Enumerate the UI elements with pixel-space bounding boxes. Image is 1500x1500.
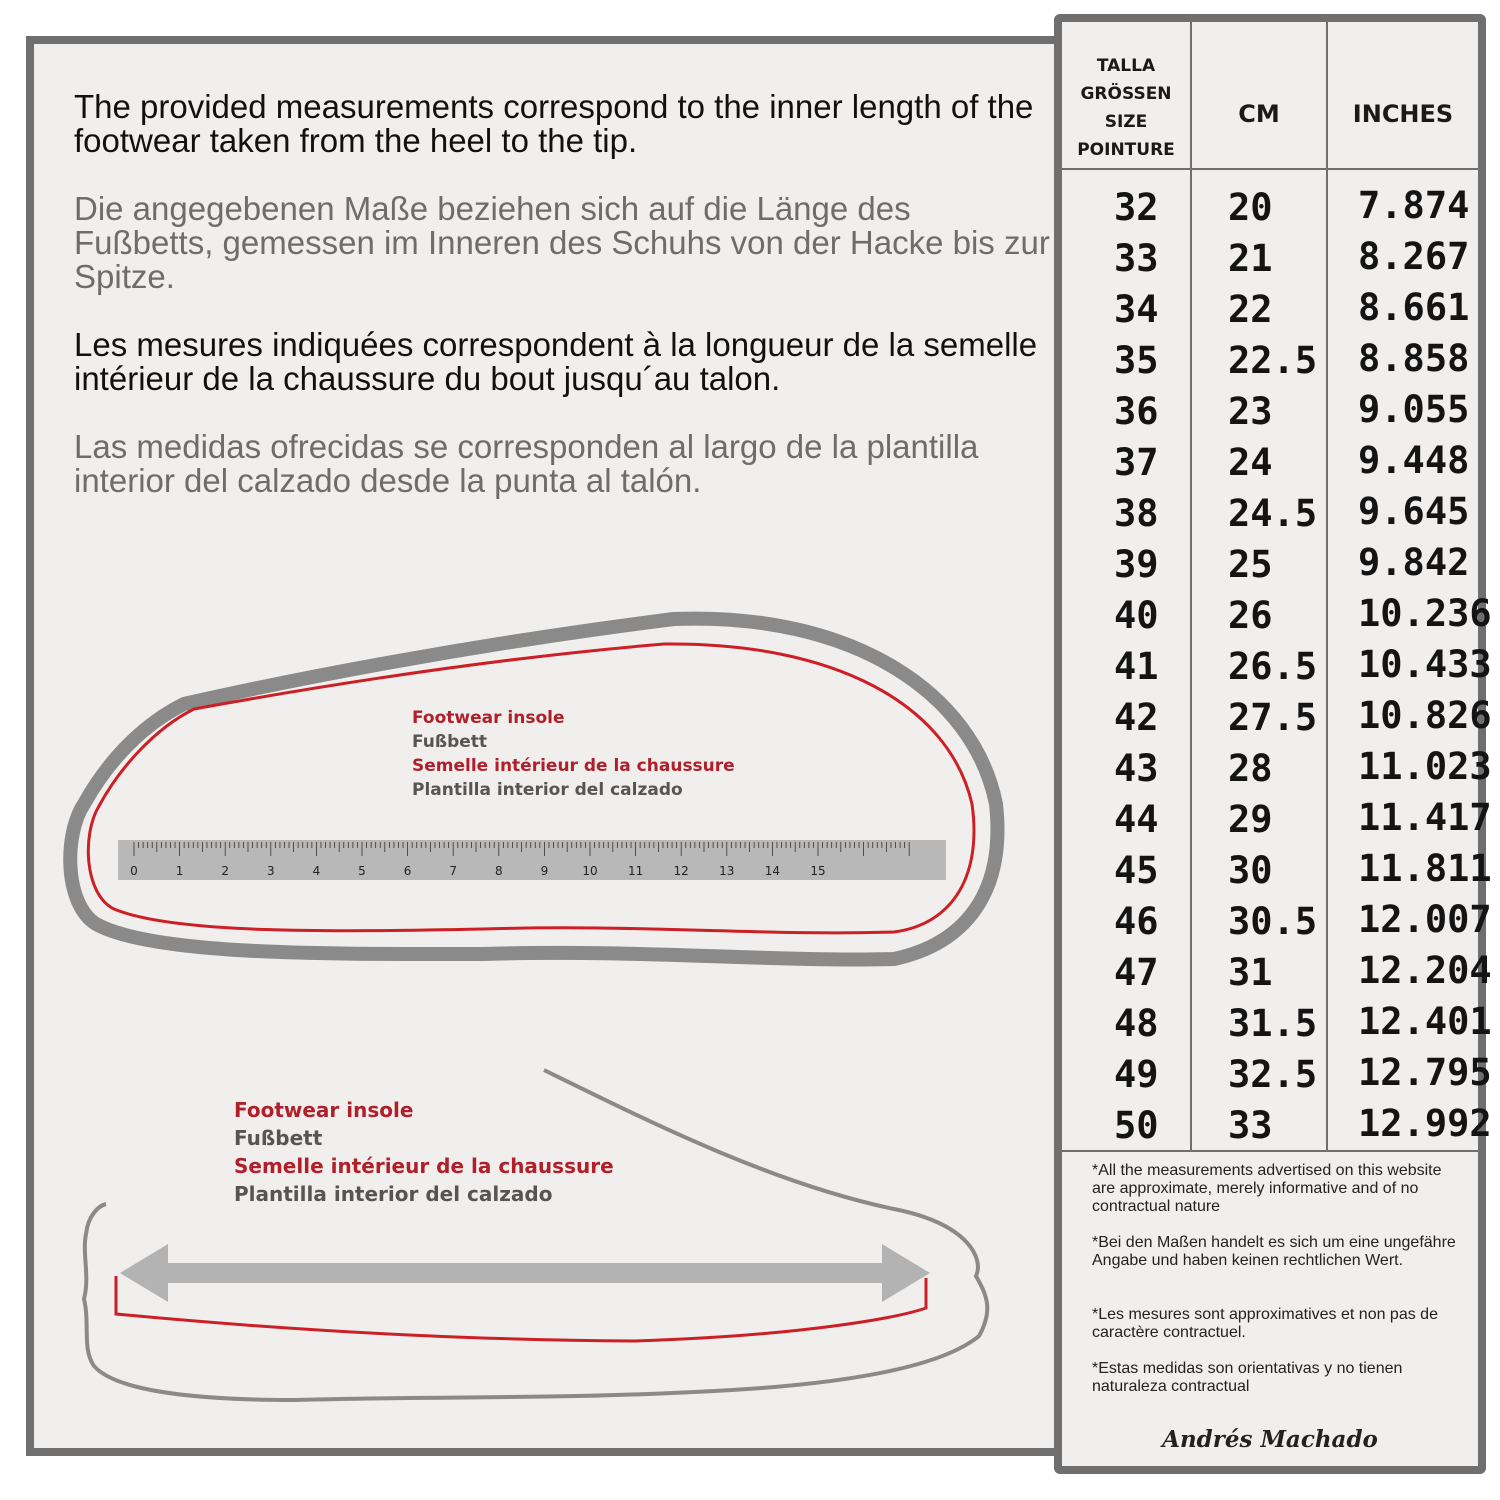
cm-cell: 31.5 bbox=[1228, 1002, 1318, 1045]
description-spanish: Las medidas ofrecidas se corresponden al largo de la plantilla interior del calzado desde la punta al talón. bbox=[74, 428, 979, 499]
length-arrow bbox=[120, 1244, 930, 1302]
size-cell: 35 bbox=[1114, 339, 1159, 382]
disclaimer-es: *Estas medidas son orientativas y no tienen naturaleza contractual bbox=[1092, 1360, 1403, 1395]
top-label-fr: Semelle intérieur de la chaussure bbox=[412, 756, 735, 776]
ruler-number: 2 bbox=[221, 864, 230, 878]
ruler-number: 11 bbox=[627, 864, 644, 878]
inches-cell: 11.811 bbox=[1358, 847, 1492, 890]
size-cell: 50 bbox=[1114, 1104, 1159, 1147]
cm-cell: 24.5 bbox=[1228, 492, 1318, 535]
inches-cell: 8.267 bbox=[1358, 235, 1470, 278]
ruler-number: 12 bbox=[673, 864, 689, 878]
ruler-number: 9 bbox=[540, 864, 549, 878]
inches-cell: 9.448 bbox=[1358, 439, 1470, 482]
inches-cell: 11.023 bbox=[1358, 745, 1492, 788]
table-row bbox=[1062, 339, 1478, 390]
inches-cell: 9.055 bbox=[1358, 388, 1470, 431]
header-size-size: SIZE bbox=[1104, 112, 1148, 132]
header-cm: CM bbox=[1238, 100, 1280, 128]
size-cell: 34 bbox=[1114, 288, 1159, 331]
cm-cell: 33 bbox=[1228, 1104, 1273, 1147]
size-chart-table bbox=[1054, 14, 1492, 1474]
ruler-number: 1 bbox=[175, 864, 184, 878]
measurement-info-panel bbox=[26, 36, 1066, 1456]
ruler-number: 10 bbox=[582, 864, 598, 878]
table-row bbox=[1062, 796, 1492, 849]
table-row bbox=[1062, 745, 1492, 798]
ruler-number: 13 bbox=[719, 864, 735, 878]
table-row bbox=[1062, 847, 1492, 900]
top-label-en: Footwear insole bbox=[412, 708, 565, 728]
ruler-number: 6 bbox=[403, 864, 412, 878]
table-row bbox=[1062, 1051, 1492, 1104]
size-cell: 45 bbox=[1114, 849, 1159, 892]
size-cell: 48 bbox=[1114, 1002, 1159, 1045]
cm-cell: 26.5 bbox=[1228, 645, 1318, 688]
cm-cell: 27.5 bbox=[1228, 696, 1318, 739]
side-label-de: Fußbett bbox=[234, 1126, 323, 1150]
ruler-number: 5 bbox=[358, 864, 366, 878]
shoe-side-upper bbox=[84, 1070, 987, 1400]
cm-cell: 22.5 bbox=[1228, 339, 1318, 382]
cm-cell: 32.5 bbox=[1228, 1053, 1318, 1096]
size-cell: 40 bbox=[1114, 594, 1159, 637]
inches-cell: 9.645 bbox=[1358, 490, 1470, 533]
table-row bbox=[1062, 643, 1492, 696]
inches-cell: 8.858 bbox=[1358, 337, 1470, 380]
description-german: Die angegebenen Maße beziehen sich auf die Länge des Fußbetts, gemessen im Inneren des Schuhs von der Hacke bis zur Spitze. bbox=[74, 190, 1050, 295]
cm-cell: 23 bbox=[1228, 390, 1273, 433]
inches-cell: 12.007 bbox=[1358, 898, 1492, 941]
table-row bbox=[1062, 543, 1478, 594]
table-row bbox=[1062, 288, 1478, 339]
header-divider bbox=[1062, 168, 1478, 170]
ruler-number: 14 bbox=[764, 864, 781, 878]
size-cell: 33 bbox=[1114, 237, 1159, 280]
cm-cell: 22 bbox=[1228, 288, 1273, 331]
inches-cell: 11.417 bbox=[1358, 796, 1492, 839]
size-cell: 39 bbox=[1114, 543, 1159, 586]
top-label-es: Plantilla interior del calzado bbox=[412, 780, 683, 800]
table-row bbox=[1062, 237, 1478, 288]
insole-illustrations bbox=[34, 44, 1066, 1448]
ruler-number: 0 bbox=[130, 864, 138, 878]
size-cell: 49 bbox=[1114, 1053, 1159, 1096]
side-label-en: Footwear insole bbox=[234, 1098, 414, 1122]
disclaimer-en: *All the measurements advertised on this website are approximate, merely informative and of no contractual nature bbox=[1092, 1162, 1442, 1215]
size-cell: 44 bbox=[1114, 798, 1159, 841]
size-cell: 41 bbox=[1114, 645, 1159, 688]
ruler-number: 8 bbox=[494, 864, 503, 878]
table-row bbox=[1062, 592, 1492, 645]
header-size-groessen: GRÖSSEN bbox=[1080, 84, 1172, 104]
cm-cell: 24 bbox=[1228, 441, 1273, 484]
inches-cell: 10.826 bbox=[1358, 694, 1492, 737]
disclaimer-fr: *Les mesures sont approximatives et non pas de caractère contractuel. bbox=[1092, 1306, 1438, 1341]
size-cell: 38 bbox=[1114, 492, 1159, 535]
table-row bbox=[1062, 492, 1478, 543]
size-cell: 42 bbox=[1114, 696, 1159, 739]
table-row bbox=[1062, 1102, 1492, 1155]
description-french: Les mesures indiquées correspondent à la longueur de la semelle intérieur de la chaussure du bout jusqu´au talon. bbox=[74, 326, 1038, 397]
table-row bbox=[1062, 694, 1492, 747]
top-label-de: Fußbett bbox=[412, 732, 488, 752]
inches-cell: 9.842 bbox=[1358, 541, 1470, 584]
size-cell: 46 bbox=[1114, 900, 1159, 943]
insole-side-line bbox=[116, 1276, 926, 1341]
cm-cell: 30.5 bbox=[1228, 900, 1318, 943]
cm-cell: 26 bbox=[1228, 594, 1273, 637]
header-inches: INCHES bbox=[1352, 100, 1454, 128]
inches-cell: 12.795 bbox=[1358, 1051, 1492, 1094]
side-label-es: Plantilla interior del calzado bbox=[234, 1182, 553, 1206]
size-cell: 43 bbox=[1114, 747, 1159, 790]
cm-cell: 21 bbox=[1228, 237, 1273, 280]
cm-cell: 28 bbox=[1228, 747, 1273, 790]
inches-cell: 10.433 bbox=[1358, 643, 1492, 686]
ruler-number: 15 bbox=[810, 864, 826, 878]
description-english: The provided measurements correspond to the inner length of the footwear taken from the heel to the tip. bbox=[74, 88, 1034, 159]
size-cell: 36 bbox=[1114, 390, 1159, 433]
ruler-number: 3 bbox=[266, 864, 275, 878]
inches-cell: 12.401 bbox=[1358, 1000, 1492, 1043]
table-row bbox=[1062, 898, 1492, 951]
cm-cell: 29 bbox=[1228, 798, 1273, 841]
inches-cell: 7.874 bbox=[1358, 184, 1470, 227]
disclaimer-de: *Bei den Maßen handelt es sich um eine ungefähre Angabe und haben keinen rechtlichen Wert. bbox=[1092, 1234, 1456, 1269]
size-cell: 37 bbox=[1114, 441, 1159, 484]
inches-cell: 12.992 bbox=[1358, 1102, 1492, 1145]
brand-signature: Andrés Machado bbox=[1162, 1426, 1378, 1453]
table-row bbox=[1062, 949, 1492, 1002]
ruler bbox=[118, 840, 946, 880]
cm-cell: 30 bbox=[1228, 849, 1273, 892]
header-size-pointure: POINTURE bbox=[1077, 140, 1175, 160]
ruler-number: 7 bbox=[449, 864, 458, 878]
cm-cell: 20 bbox=[1228, 186, 1273, 229]
table-row bbox=[1062, 186, 1478, 237]
size-cell: 32 bbox=[1114, 186, 1159, 229]
inches-cell: 10.236 bbox=[1358, 592, 1492, 635]
side-label-fr: Semelle intérieur de la chaussure bbox=[234, 1154, 614, 1178]
cm-cell: 31 bbox=[1228, 951, 1273, 994]
table-row bbox=[1062, 441, 1478, 492]
table-row bbox=[1062, 390, 1478, 441]
table-row bbox=[1062, 1000, 1492, 1053]
header-size bbox=[1062, 52, 1190, 164]
header-size-talla: TALLA bbox=[1096, 56, 1156, 76]
ruler-number: 4 bbox=[312, 864, 321, 878]
inches-cell: 12.204 bbox=[1358, 949, 1492, 992]
inches-cell: 8.661 bbox=[1358, 286, 1470, 329]
cm-cell: 25 bbox=[1228, 543, 1273, 586]
size-cell: 47 bbox=[1114, 951, 1159, 994]
